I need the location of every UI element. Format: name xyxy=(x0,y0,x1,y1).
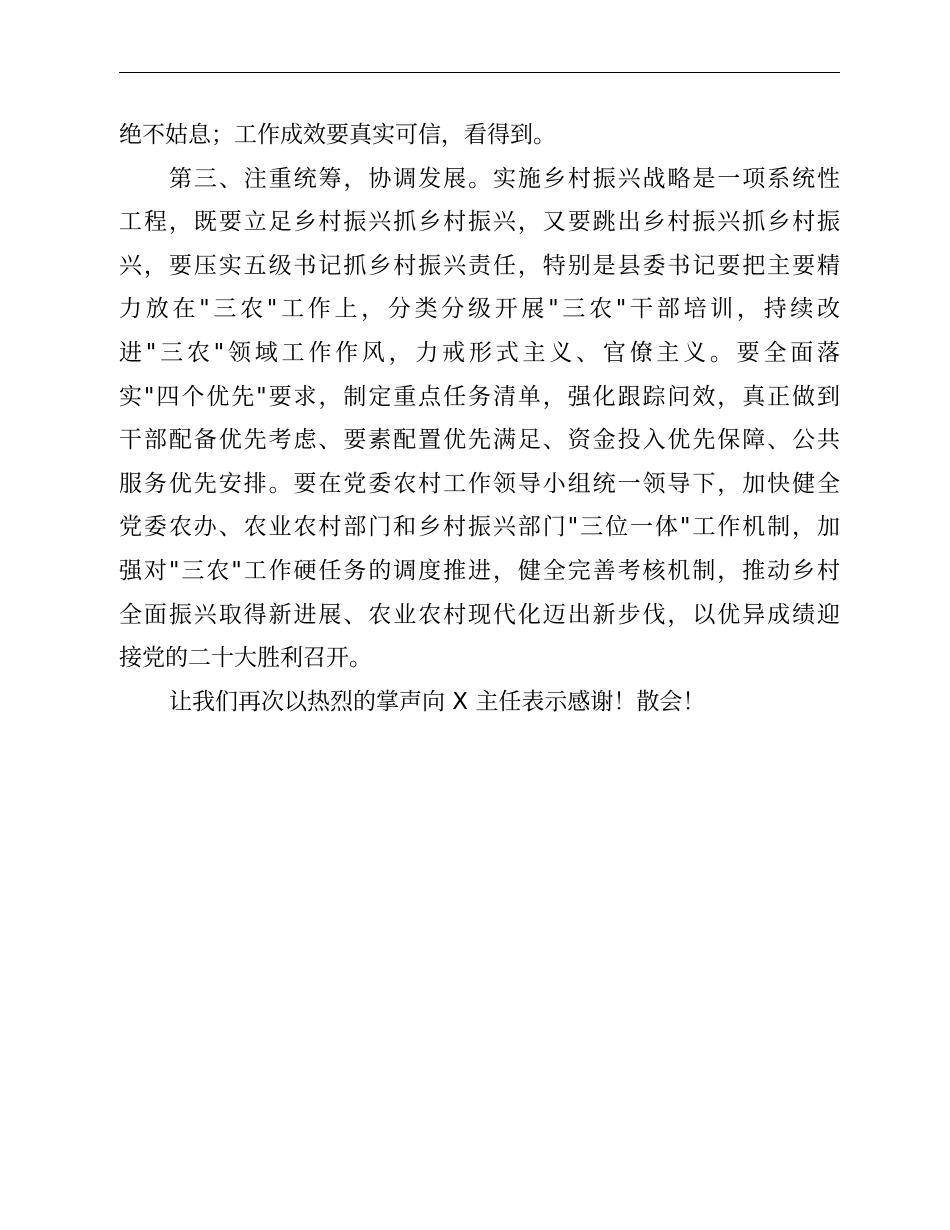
document-body xyxy=(119,114,840,724)
text-line: 干部配备优先考虑、要素配置优先满足、资金投入优先保障、公共 xyxy=(119,427,840,454)
text-line: 强对"三农"工作硬任务的调度推进，健全完善考核机制，推动乡村 xyxy=(119,557,840,584)
text-line: 绝不姑息；工作成效要真实可信，看得到。 xyxy=(119,122,556,148)
text-line: 力放在"三农"工作上，分类分级开展"三农"干部培训，持续改 xyxy=(119,296,840,323)
header-rule xyxy=(119,72,840,73)
text-line: 让我们再次以热烈的掌声向 X 主任表示感谢！散会！ xyxy=(169,688,706,715)
text-line: 服务优先安排。要在党委农村工作领导小组统一领导下，加快健全 xyxy=(119,470,840,497)
text-line: 第三、注重统筹，协调发展。实施乡村振兴战略是一项系统性 xyxy=(169,165,840,192)
paragraph-continuation xyxy=(119,114,840,158)
text-line: 实"四个优先"要求，制定重点任务清单，强化跟踪问效，真正做到 xyxy=(119,383,840,410)
text-line: 工程，既要立足乡村振兴抓乡村振兴，又要跳出乡村振兴抓乡村振 xyxy=(119,209,840,236)
text-line: 接党的二十大胜利召开。 xyxy=(119,645,372,672)
text-line: 进"三农"领域工作作风，力戒形式主义、官僚主义。要全面落 xyxy=(119,339,840,366)
paragraph-closing xyxy=(119,681,840,725)
paragraph-third-point xyxy=(119,158,840,681)
text-line: 党委农办、农业农村部门和乡村振兴部门"三位一体"工作机制，加 xyxy=(119,514,840,541)
text-line: 兴，要压实五级书记抓乡村振兴责任，特别是县委书记要把主要精 xyxy=(119,252,840,279)
text-line: 全面振兴取得新进展、农业农村现代化迈出新步伐，以优异成绩迎 xyxy=(119,601,840,628)
